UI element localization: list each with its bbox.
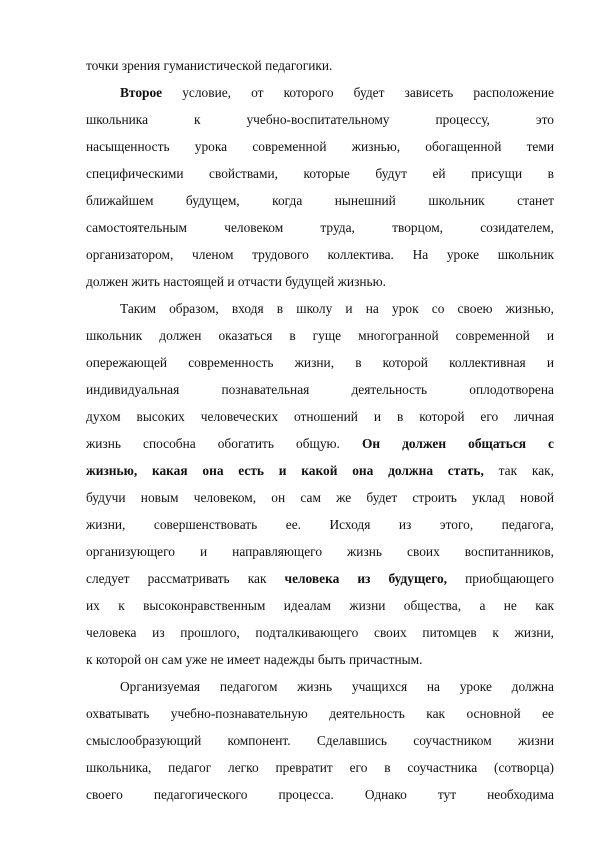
text-line xyxy=(120,299,554,319)
text-line xyxy=(86,56,554,76)
line-text: специфическими свойствами, которые будут ей присущи в xyxy=(86,166,554,181)
text-line xyxy=(86,731,554,751)
line-text: школьник должен оказаться в гуще многогранной современной и xyxy=(86,328,554,343)
text-line xyxy=(86,272,554,292)
text-line xyxy=(86,704,554,724)
text-line xyxy=(86,488,554,508)
text-line xyxy=(86,218,554,238)
bold-word: Второе xyxy=(120,85,163,100)
bold-text: Он должен общаться с xyxy=(361,436,554,451)
line-text: опережающей современность жизни, в которой коллективная и xyxy=(86,355,554,370)
line-text: условие, от которого будет зависеть расположение xyxy=(182,85,554,100)
line-text: индивидуальная познавательная деятельность оплодотворена xyxy=(86,382,554,397)
text-line xyxy=(86,137,554,157)
line-text: точки зрения гуманистической педагогики. xyxy=(86,58,333,73)
text-line xyxy=(86,758,554,778)
text-line xyxy=(86,596,554,616)
text-line xyxy=(86,407,554,427)
line-text: организующего и направляющего жизнь своих воспитанников, xyxy=(86,544,554,559)
line-text: самостоятельным человеком труда, творцом, созидателем, xyxy=(86,220,554,235)
line-text: организатором, членом трудового коллектива. На уроке школьник xyxy=(86,247,554,262)
text-line xyxy=(86,542,554,562)
text-line xyxy=(86,191,554,211)
line-text: к которой он сам уже не имеет надежды быть причастным. xyxy=(86,652,423,667)
line-text: школьника к учебно-воспитательному процессу, это xyxy=(86,112,554,127)
text-line xyxy=(86,623,554,643)
text-line xyxy=(86,650,554,670)
line-text: приобщающего xyxy=(465,571,554,586)
line-text: своего педагогического процесса. Однако тут необходима xyxy=(86,787,554,802)
text-line xyxy=(86,380,554,400)
line-text: смыслообразующий компонент. Сделавшись соучастником жизни xyxy=(86,733,554,748)
line-text: будучи новым человеком, он сам же будет строить уклад новой xyxy=(86,490,554,505)
bold-text: жизнью, какая она есть и какой она должна стать, xyxy=(86,463,484,478)
line-text: жизни, совершенствовать ее. Исходя из этого, педагога, xyxy=(86,517,554,532)
line-text: так как, xyxy=(498,463,554,478)
line-text: духом высоких человеческих отношений и в которой его личная xyxy=(86,409,554,424)
line-text: человека из прошлого, подталкивающего своих питомцев к жизни, xyxy=(86,625,554,640)
line-text: охватывать учебно-познавательную деятельность как основной ее xyxy=(86,706,554,721)
text-line xyxy=(86,110,554,130)
text-line xyxy=(86,245,554,265)
text-line xyxy=(120,677,554,697)
line-text: ближайшем будущем, когда нынешний школьник станет xyxy=(86,193,554,208)
text-line xyxy=(86,164,554,184)
text-line xyxy=(120,83,554,103)
line-text: жизнь способна обогатить общую. xyxy=(86,436,340,451)
text-line xyxy=(86,515,554,535)
line-text: школьника, педагог легко превратит его в соучастника (сотворца) xyxy=(86,760,554,775)
line-text: следует рассматривать как xyxy=(86,571,267,586)
text-line xyxy=(86,326,554,346)
text-line xyxy=(86,434,554,454)
line-text: насыщенность урока современной жизнью, обогащенной теми xyxy=(86,139,554,154)
text-line xyxy=(86,785,554,805)
text-line xyxy=(86,461,554,481)
line-text: их к высоконравственным идеалам жизни общества, а не как xyxy=(86,598,554,613)
line-text: Таким образом, входя в школу и на урок со своею жизнью, xyxy=(120,301,554,316)
text-line xyxy=(86,353,554,373)
line-text: должен жить настоящей и отчасти будущей жизнью. xyxy=(86,274,386,289)
bold-text: человека из будущего, xyxy=(284,571,448,586)
text-line xyxy=(86,569,554,589)
line-text: Организуемая педагогом жизнь учащихся на уроке должна xyxy=(120,679,554,694)
